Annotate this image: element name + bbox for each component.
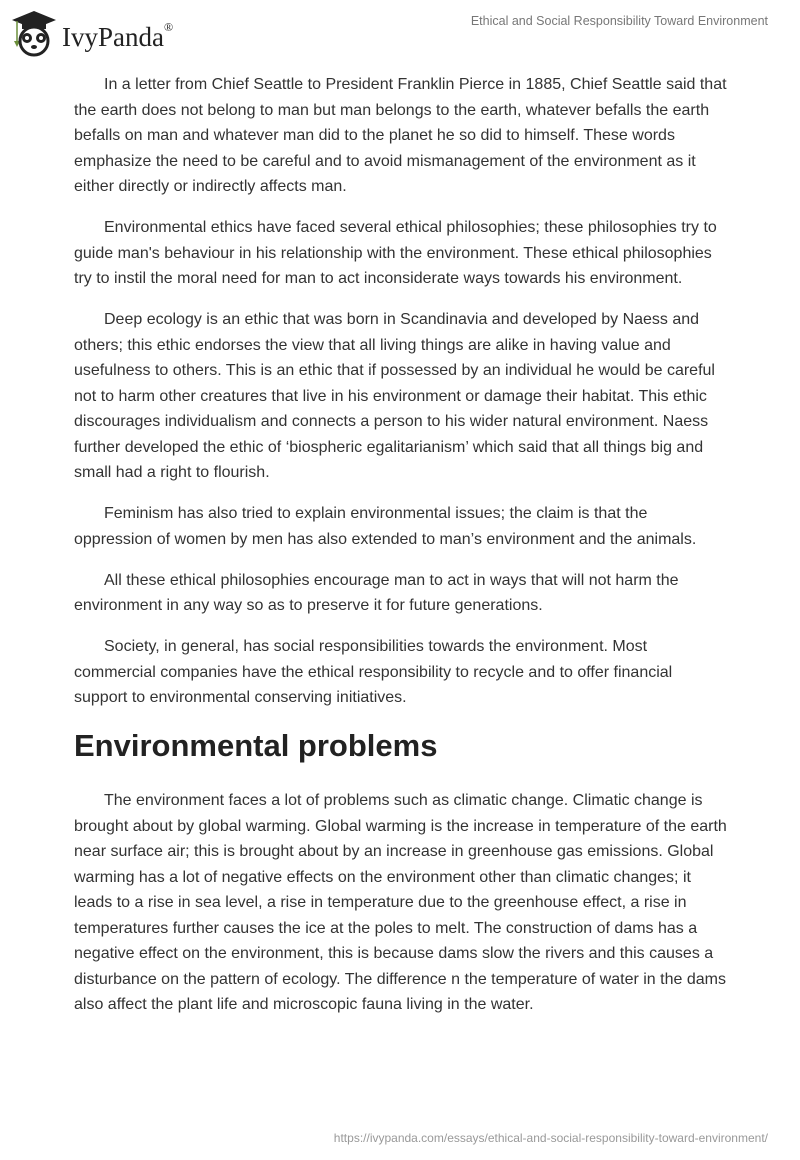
paragraph: Feminism has also tried to explain environmental issues; the claim is that the oppression of women by men has also extended to man’s environment and the animals. [74, 505, 697, 548]
paragraph: The environment faces a lot of problems such as climatic change. Climatic change is brought about by global warming. Global warming is the increase in temperature of the earth near surface air; this is brought about by an increase in greenhouse gas emissions. Global warming has a lot of negative effects on the environment other than climatic changes; it leads to a rise in sea level, a rise in temperature due to the greenhouse effect, a rise in temperatures further causes the ice at the poles to melt. The construction of dams has a negative effect on the environment, this is because dams slow the rivers and this causes a disturbance on the pattern of ecology. The difference n the temperature of water in the dams also affect the plant life and microscopic fauna living in the water. [74, 792, 727, 1013]
essay-content [74, 72, 728, 1033]
document-title: Ethical and Social Responsibility Toward Environment [470, 14, 768, 28]
section-heading: Environmental problems [74, 728, 438, 763]
paragraph: Deep ecology is an ethic that was born in Scandinavia and developed by Naess and others; this ethic endorses the view that all living things are alike in having value and usefulness to others. This is an ethic that if possessed by an individual he would be careful not to harm other creatures that live in his environment or damage their habitat. This ethic discourages individualism and connects a person to his wider natural environment. Naess further developed the ethic of ‘biospheric egalitarianism’ which said that all things big and small had a right to flourish. [74, 311, 715, 481]
paragraph: All these ethical philosophies encourage man to act in ways that will not harm the environment in any way so as to preserve it for future generations. [74, 571, 679, 614]
panda-logo-icon [12, 9, 56, 57]
source-url[interactable]: https://ivypanda.com/essays/ethical-and-social-responsibility-toward-environment/ [333, 1131, 768, 1145]
paragraph: In a letter from Chief Seattle to President Franklin Pierce in 1885, Chief Seattle said that the earth does not belong to man but man belongs to the earth, whatever befalls the earth befalls on man and whatever man did to the planet he so did to himself. These words emphasize the need to be careful and to avoid mismanagement of the environment as it either directly or indirectly affects man. [74, 76, 727, 195]
registered-mark: ® [163, 19, 174, 34]
paragraph: Society, in general, has social responsibilities towards the environment. Most commercial companies have the ethical responsibility to recycle and to offer financial support to environmental conserving initiatives. [74, 638, 673, 706]
logo-text: IvyPanda [62, 21, 164, 52]
logo[interactable] [12, 9, 173, 57]
paragraph: Environmental ethics have faced several ethical philosophies; these philosophies try to guide man's behaviour in his relationship with the environment. These ethical philosophies try to instil the moral need for man to act inconsiderate ways towards his environment. [74, 219, 717, 287]
